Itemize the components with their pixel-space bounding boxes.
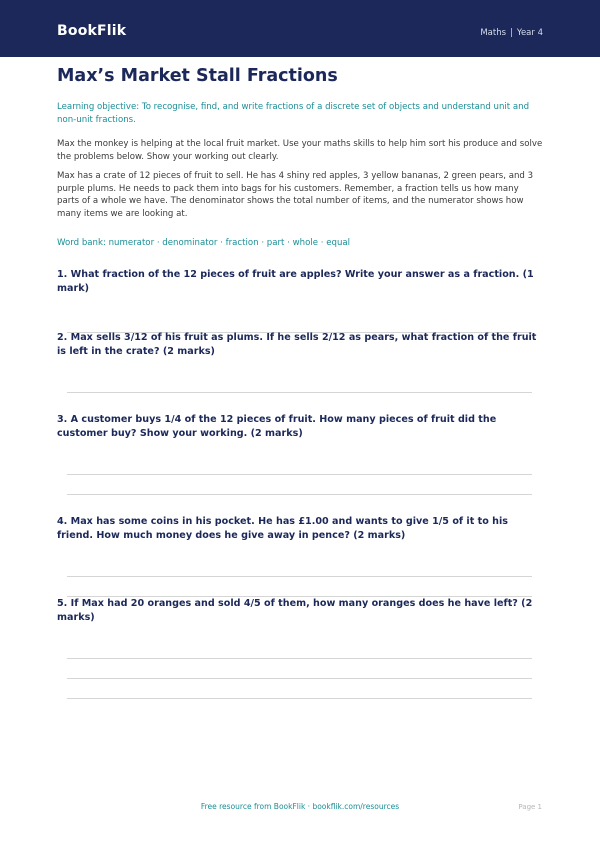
page-title: Max’s Market Stall Fractions [57,66,338,86]
scenario-paragraph: Max has a crate of 12 pieces of fruit to sell. He has 4 shiny red apples, 3 yellow bananas, 2 green pears, and 3 purple plums. He needs to pack them into bags for his customers. Remember, a fraction tells us how many parts of a whole we have. The denominator shows the total number of items, and the numerator shows how many items we are looking at. [57,171,534,219]
question-1: 1. What fraction of the 12 pieces of fruit are apples? Write your answer as a fraction. (1 mark) [57,269,534,294]
answer-line [67,678,532,679]
brand-logo: BookFlik [57,23,127,39]
question-4: 4. Max has some coins in his pocket. He has £1.00 and wants to give 1/5 of it to his friend. How much money does he give away in pence? (2 marks) [57,516,508,541]
subject-label: Maths [480,28,507,38]
answer-line [67,576,532,577]
subject-year-label [480,28,543,38]
meta-separator: | [510,28,513,38]
answer-line [67,392,532,393]
footer-credit: Free resource from BookFlik · bookflik.com/resources [200,802,400,811]
question-2: 2. Max sells 3/12 of his fruit as plums. If he sells 2/12 as pears, what fraction of the fruit is left in the crate? (2 marks) [57,332,537,357]
learning-objective: Learning objective: To recognise, find, and write fractions of a discrete set of objects and understand unit and non-unit fractions. [57,102,530,125]
page-number: Page 1 [518,803,542,811]
answer-line [67,698,532,699]
question-5: 5. If Max had 20 oranges and sold 4/5 of them, how many oranges does he have left? (2 marks) [57,598,533,623]
word-bank: Word bank: numerator · denominator · fraction · part · whole · equal [57,238,351,248]
answer-line [67,494,532,495]
intro-paragraph: Max the monkey is helping at the local fruit market. Use your maths skills to help him sort his produce and solve the problems below. Show your working out clearly. [57,139,543,162]
answer-line [67,474,532,475]
answer-line [67,658,532,659]
header-bar [0,0,600,57]
question-3: 3. A customer buys 1/4 of the 12 pieces of fruit. How many pieces of fruit did the customer buy? Show your working. (2 marks) [57,414,497,439]
year-label: Year 4 [516,28,543,38]
